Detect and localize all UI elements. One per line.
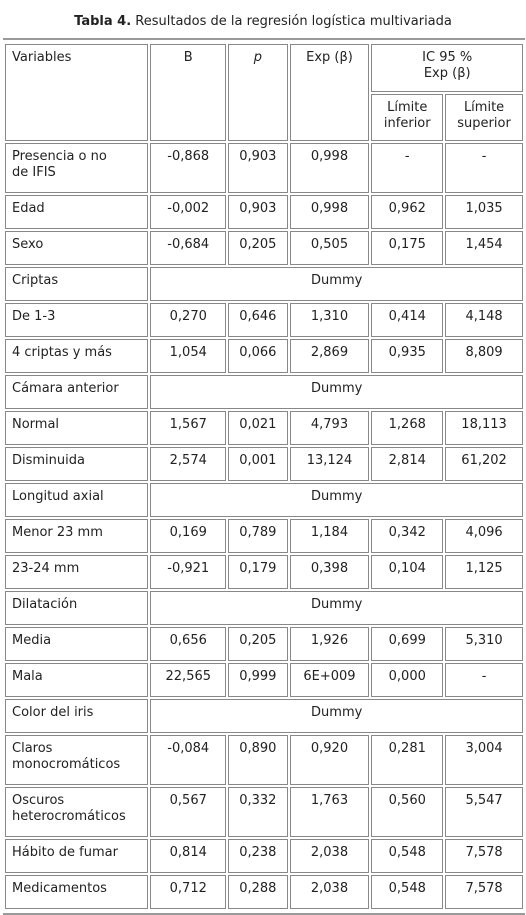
variable-name-cell <box>5 591 148 625</box>
b-cell: 0,270 <box>150 303 226 337</box>
results-table-container <box>3 38 525 915</box>
group-row <box>5 267 523 301</box>
table-row <box>5 627 523 661</box>
header-ic-line1: IC 95 % <box>422 50 473 65</box>
variable-name-cell <box>5 735 148 785</box>
dummy-cell: Dummy <box>150 483 523 517</box>
variable-name-cell <box>5 195 148 229</box>
variable-name-cell <box>5 787 148 837</box>
variable-name-line1: Color del iris <box>12 705 94 720</box>
exp-cell: 0,505 <box>290 231 370 265</box>
variable-name-line1: De 1-3 <box>12 309 56 324</box>
exp-cell: 0,998 <box>290 195 370 229</box>
caption-label: Tabla 4. <box>74 14 132 29</box>
table-row <box>5 303 523 337</box>
variable-name-line1: 23-24 mm <box>12 561 80 576</box>
variable-name-line1: Longitud axial <box>12 489 104 504</box>
variable-name-cell <box>5 411 148 445</box>
p-cell: 0,205 <box>228 627 287 661</box>
table-row <box>5 555 523 589</box>
variable-name-line2: monocromáticos <box>12 757 121 772</box>
lower-limit-cell: 0,104 <box>371 555 443 589</box>
variable-name-line1: Media <box>12 633 52 648</box>
exp-cell: 4,793 <box>290 411 370 445</box>
b-cell: 0,712 <box>150 875 226 909</box>
b-cell: -0,921 <box>150 555 226 589</box>
table-row <box>5 787 523 837</box>
table-row <box>5 519 523 553</box>
b-cell: -0,084 <box>150 735 226 785</box>
p-cell: 0,332 <box>228 787 287 837</box>
b-cell: 2,574 <box>150 447 226 481</box>
exp-cell: 2,038 <box>290 839 370 873</box>
caption-text: Resultados de la regresión logística multivariada <box>131 14 452 29</box>
variable-name-line1: Mala <box>12 669 43 684</box>
variable-name-line1: Hábito de fumar <box>12 845 118 860</box>
variable-name-line1: Edad <box>12 201 45 216</box>
table-row <box>5 195 523 229</box>
upper-limit-cell: 18,113 <box>445 411 523 445</box>
b-cell: 1,567 <box>150 411 226 445</box>
b-cell: 22,565 <box>150 663 226 697</box>
variable-name-cell <box>5 699 148 733</box>
group-row <box>5 375 523 409</box>
dummy-cell: Dummy <box>150 699 523 733</box>
variable-name-cell <box>5 339 148 373</box>
p-cell: 0,021 <box>228 411 287 445</box>
b-cell: 0,814 <box>150 839 226 873</box>
exp-cell: 2,038 <box>290 875 370 909</box>
exp-cell: 13,124 <box>290 447 370 481</box>
table-row <box>5 875 523 909</box>
exp-cell: 6E+009 <box>290 663 370 697</box>
variable-name-cell <box>5 447 148 481</box>
upper-limit-cell: 5,310 <box>445 627 523 661</box>
exp-cell: 1,310 <box>290 303 370 337</box>
header-upper-limit <box>445 94 523 142</box>
header-ic <box>371 44 523 92</box>
group-row <box>5 699 523 733</box>
upper-limit-cell: 4,148 <box>445 303 523 337</box>
exp-cell: 0,920 <box>290 735 370 785</box>
lower-limit-cell: 0,281 <box>371 735 443 785</box>
b-cell: 0,656 <box>150 627 226 661</box>
table-row <box>5 447 523 481</box>
header-row-top <box>5 44 523 92</box>
group-row <box>5 591 523 625</box>
exp-cell: 1,926 <box>290 627 370 661</box>
variable-name-cell <box>5 663 148 697</box>
header-lower-line1: Límite <box>387 99 428 115</box>
lower-limit-cell: 2,814 <box>371 447 443 481</box>
variable-name-cell <box>5 519 148 553</box>
variable-name-cell <box>5 231 148 265</box>
variable-name-line1: Menor 23 mm <box>12 525 103 540</box>
lower-limit-cell: 0,699 <box>371 627 443 661</box>
variable-name-cell <box>5 143 148 193</box>
upper-limit-cell: 3,004 <box>445 735 523 785</box>
results-table <box>3 42 525 911</box>
group-row <box>5 483 523 517</box>
table-body <box>5 44 523 909</box>
b-cell: -0,002 <box>150 195 226 229</box>
p-cell: 0,001 <box>228 447 287 481</box>
exp-cell: 0,998 <box>290 143 370 193</box>
lower-limit-cell: 0,935 <box>371 339 443 373</box>
lower-limit-cell: 0,548 <box>371 875 443 909</box>
lower-limit-cell: 0,962 <box>371 195 443 229</box>
exp-cell: 0,398 <box>290 555 370 589</box>
variable-name-line2: de IFIS <box>12 165 56 180</box>
variable-name-line2: heterocromáticos <box>12 809 126 824</box>
variable-name-line1: Dilatación <box>12 597 78 612</box>
table-caption <box>0 12 526 32</box>
table-row <box>5 143 523 193</box>
variable-name-line1: Disminuida <box>12 453 85 468</box>
variable-name-cell <box>5 839 148 873</box>
exp-cell: 2,869 <box>290 339 370 373</box>
dummy-cell: Dummy <box>150 375 523 409</box>
p-cell: 0,066 <box>228 339 287 373</box>
b-cell: -0,684 <box>150 231 226 265</box>
lower-limit-cell: 0,175 <box>371 231 443 265</box>
lower-limit-cell: - <box>371 143 443 193</box>
upper-limit-cell: - <box>445 143 523 193</box>
variable-name-line1: Cámara anterior <box>12 381 119 396</box>
b-cell: -0,868 <box>150 143 226 193</box>
lower-limit-cell: 0,414 <box>371 303 443 337</box>
upper-limit-cell: 5,547 <box>445 787 523 837</box>
header-p: p <box>228 44 287 141</box>
p-cell: 0,646 <box>228 303 287 337</box>
variable-name-cell <box>5 555 148 589</box>
p-cell: 0,999 <box>228 663 287 697</box>
lower-limit-cell: 0,560 <box>371 787 443 837</box>
upper-limit-cell: 1,125 <box>445 555 523 589</box>
table-row <box>5 231 523 265</box>
table-row <box>5 839 523 873</box>
variable-name-line1: Normal <box>12 417 60 432</box>
upper-limit-cell: 8,809 <box>445 339 523 373</box>
table-row <box>5 339 523 373</box>
p-cell: 0,890 <box>228 735 287 785</box>
variable-name-line1: Oscuros <box>12 793 65 808</box>
upper-limit-cell: 7,578 <box>445 839 523 873</box>
header-upper-line1: Límite <box>463 99 505 115</box>
header-b: B <box>150 44 226 141</box>
variable-name-cell <box>5 627 148 661</box>
exp-cell: 1,184 <box>290 519 370 553</box>
table-row <box>5 411 523 445</box>
variable-name-cell <box>5 483 148 517</box>
variable-name-line1: Sexo <box>12 237 44 252</box>
variable-name-line1: Medicamentos <box>12 881 107 896</box>
upper-limit-cell: 1,454 <box>445 231 523 265</box>
lower-limit-cell: 0,548 <box>371 839 443 873</box>
variable-name-line1: Claros <box>12 741 53 756</box>
p-cell: 0,179 <box>228 555 287 589</box>
variable-name-cell <box>5 875 148 909</box>
p-cell: 0,789 <box>228 519 287 553</box>
header-upper-line2: superior <box>457 115 511 131</box>
exp-cell: 1,763 <box>290 787 370 837</box>
p-cell: 0,205 <box>228 231 287 265</box>
lower-limit-cell: 1,268 <box>371 411 443 445</box>
header-ic-line2: Exp (β) <box>423 66 471 81</box>
header-exp: Exp (β) <box>290 44 370 141</box>
header-lower-limit <box>371 94 443 142</box>
header-lower-line2: inferior <box>383 115 431 131</box>
lower-limit-cell: 0,342 <box>371 519 443 553</box>
p-cell: 0,903 <box>228 143 287 193</box>
p-cell: 0,288 <box>228 875 287 909</box>
variable-name-line1: 4 criptas y más <box>12 345 112 360</box>
dummy-cell: Dummy <box>150 591 523 625</box>
lower-limit-cell: 0,000 <box>371 663 443 697</box>
upper-limit-cell: 1,035 <box>445 195 523 229</box>
table-row <box>5 663 523 697</box>
table-row <box>5 735 523 785</box>
p-cell: 0,238 <box>228 839 287 873</box>
p-cell: 0,903 <box>228 195 287 229</box>
variable-name-cell <box>5 267 148 301</box>
variable-name-cell <box>5 303 148 337</box>
upper-limit-cell: - <box>445 663 523 697</box>
b-cell: 0,567 <box>150 787 226 837</box>
upper-limit-cell: 4,096 <box>445 519 523 553</box>
b-cell: 1,054 <box>150 339 226 373</box>
dummy-cell: Dummy <box>150 267 523 301</box>
variable-name-cell <box>5 375 148 409</box>
upper-limit-cell: 61,202 <box>445 447 523 481</box>
upper-limit-cell: 7,578 <box>445 875 523 909</box>
variable-name-line1: Criptas <box>12 273 59 288</box>
header-variables: Variables <box>5 44 148 141</box>
variable-name-line1: Presencia o no <box>12 149 107 164</box>
b-cell: 0,169 <box>150 519 226 553</box>
